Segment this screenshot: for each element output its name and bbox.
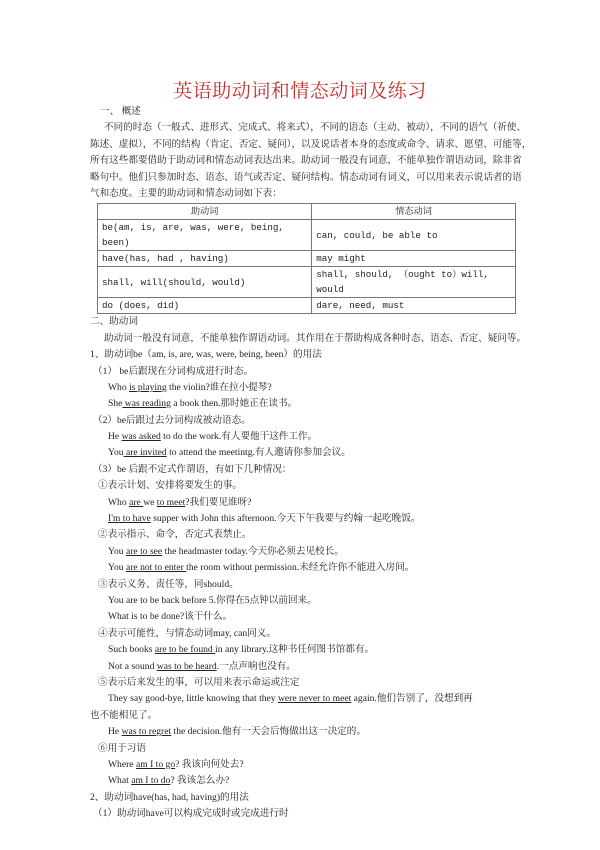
text-segment: 陈述、虚拟），不同的结构（肯定、否定、疑问），以及说话者本身的态度或命令、请求、愿望、可能等， [90,138,532,150]
text-segment: ③表示义务、责任等，同should。 [98,578,239,590]
table-cell: have(has, had , having) [98,251,312,267]
text-line [90,380,520,396]
document-body [90,104,532,822]
underlined-phrase: is playing [129,381,167,393]
underlined-phrase: are not to enter [125,562,187,574]
text-segment: 二、助动词 [90,316,138,328]
document-title: 英语助动词和情态动词及练习 [173,81,427,102]
text-segment: You [108,447,124,459]
text-segment: （1）助动词have可以构成完成时或完成进行时 [93,808,289,820]
text-line [90,593,520,609]
text-line [90,560,520,576]
underlined-phrase: was to be heard [156,660,217,672]
text-line [90,347,520,363]
text-segment: What [108,775,132,787]
text-segment: a book then.那时她正在读书。 [170,398,298,410]
text-segment: They say good-bye, little knowing that they [108,693,278,705]
underlined-phrase: are invited [123,447,167,459]
text-segment: （1） be后跟现在分词构成进行时态。 [93,365,254,377]
text-segment: Who [108,381,130,393]
text-line [90,659,520,675]
text-segment: （3）be 后跟不定式作谓语，有如下几种情况： [93,463,292,475]
text-segment: ?我们要见谁呀? [185,496,252,508]
text-segment: （2）be后跟过去分词构成被动语态。 [93,414,251,426]
text-segment: ④表示可能性，与情态动词may, can同义。 [98,627,276,639]
underlined-phrase: are [129,496,144,508]
text-segment: 2、助动词have(has, had, having)的用法 [90,791,249,803]
table-header-row [98,204,516,220]
text-segment: 略句中。他们只参加时态、语态、语气或否定、疑问结构。情态动词有词义，可以用来表示说话者的语 [90,171,522,183]
table-row [98,251,516,267]
text-segment: You [108,562,126,574]
text-line [90,413,520,429]
text-segment: She [108,398,123,410]
underlined-phrase: was reading [122,398,171,410]
text-line [90,445,520,461]
text-segment: What is to be done?该干什么。 [108,611,233,623]
text-line [90,478,520,494]
text-line [90,429,520,445]
text-segment: Not a sound [108,660,157,672]
text-segment: ①表示计划、安排将要发生的事。 [98,480,242,492]
table-header: 情态动词 [312,204,516,220]
underlined-phrase: are to be found [154,644,216,656]
text-line [90,691,520,707]
table-cell: shall, will(should, would) [98,267,312,298]
table-cell: shall, should, （ought to）will, would [312,267,516,298]
underlined-phrase: was asked [121,431,161,443]
text-line [90,544,520,560]
text-line [90,120,527,136]
auxiliary-verbs-section [90,314,527,822]
text-line [90,364,520,380]
text-segment: 也不能相见了。 [90,709,158,721]
text-line [90,462,520,478]
text-segment: 助动词一般没有词意，不能单独作谓语动词。其作用在于帮助构成各种时态、语态、否定、疑问等。 [104,332,527,344]
table-cell: be(am, is, are, was, were, being, been) [98,220,312,251]
underlined-phrase: I'm to have [108,513,151,525]
text-segment: 气和态度。主要的助动词和情态动词如下表： [90,187,282,199]
text-segment: 所有这些都要借助于助动词和情态动词表达出来。助动词一般没有词意，不能单独作谓语动词，除非省 [90,155,522,167]
underlined-phrase: to meet [156,496,186,508]
verb-table [97,203,516,314]
table-header: 助动词 [98,204,312,220]
text-line [90,527,520,543]
text-segment: the room without permission.未经允许你不能进入房间。 [186,562,415,574]
text-segment: Where [108,758,136,770]
underlined-phrase: am I to do [131,775,171,787]
text-segment: ? 我该怎么办? [170,775,230,787]
text-line [90,773,520,789]
text-line [90,577,520,593]
table-cell: may might [312,251,516,267]
text-segment: ⑥用于习语 [98,742,146,754]
text-line [90,757,520,773]
text-line [90,790,520,806]
text-segment: You are to be back before 5.你得在5点钟以前回来。 [108,594,317,606]
text-line [90,153,520,169]
text-line [90,741,520,757]
text-segment: You [108,545,126,557]
text-line [90,724,520,740]
table-cell: dare, need, must [312,298,516,314]
underlined-phrase: are to see [125,545,163,557]
overview-section [90,104,532,202]
table-cell: can, could, be able to [312,220,516,251]
underlined-phrase: were never to meet [278,693,352,705]
text-line [90,609,520,625]
text-line [90,495,520,511]
text-segment: ? 我该向何处去? [175,758,244,770]
text-segment: He [108,431,122,443]
table-row [98,220,516,251]
table-cell: do (does, did) [98,298,312,314]
text-segment: Who [108,496,130,508]
table-row [98,298,516,314]
text-line [90,675,520,691]
text-segment: ②表示指示、命令，否定式表禁止。 [98,529,252,541]
text-segment: Such books [108,644,155,656]
text-segment: .一点声响也没有。 [216,660,296,672]
text-segment: to do the work.有人要他干这件工作。 [160,431,318,443]
text-line [90,186,520,202]
text-segment: the headmaster today.今天你必须去见校长。 [162,545,344,557]
text-segment: 一、 概述 [100,106,141,117]
text-line [90,642,520,658]
text-segment: to attend the meetintg.有人邀请你参加会议。 [166,447,351,459]
text-segment: ⑤表示后来发生的事，可以用来表示命运或注定 [98,676,300,688]
underlined-phrase: was to regret [121,726,172,738]
text-line [90,104,520,120]
text-line [90,708,520,724]
text-line [90,626,520,642]
text-segment: He [108,726,122,738]
text-line [90,137,532,153]
text-segment: the decision.他有一天会后悔做出这一决定的。 [171,726,366,738]
table-row [98,267,516,298]
text-line [90,331,527,347]
text-line [90,511,520,527]
text-segment: again.他们告别了，没想到再 [351,693,473,705]
text-segment: supper with John this afternoon.今天下午我要与约翰一起吃晚饭。 [150,513,421,525]
text-segment: 1、助动词be（am, is, are, was, were, being, been）的用法 [90,349,322,361]
text-line [90,806,520,822]
text-line [90,170,520,186]
text-line [90,396,520,412]
text-line [90,314,520,330]
text-segment: we [143,496,157,508]
text-segment: in any library.这种书任何图书馆都有。 [215,644,375,656]
text-segment: the violin?谁在拉小提琴? [166,381,272,393]
text-segment: 不同的时态（一般式、进形式、完成式、将来式），不同的语态（主动、被动），不同的语气（祈使、 [104,122,527,134]
underlined-phrase: am I to go [135,758,176,770]
